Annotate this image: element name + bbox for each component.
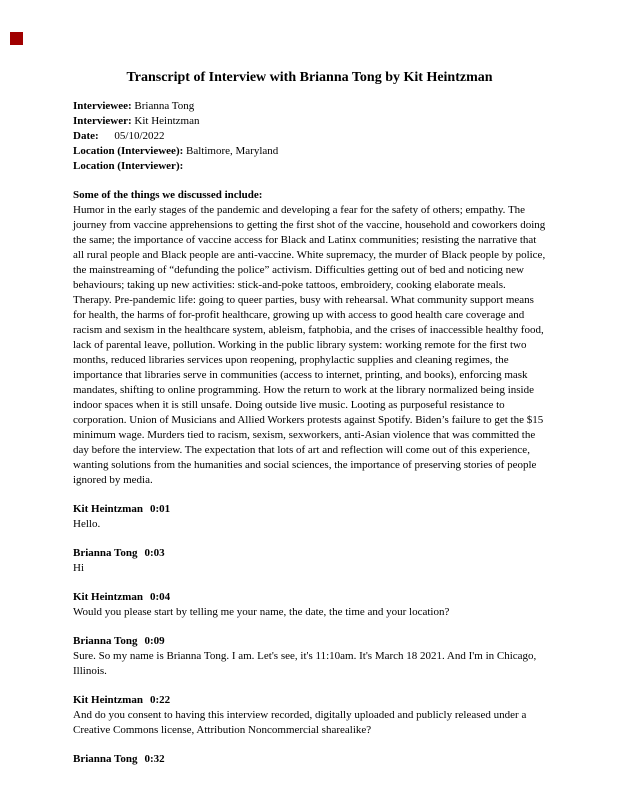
speaker-name: Brianna Tong	[73, 753, 138, 765]
timestamp: 0:22	[149, 694, 171, 706]
metadata-label: Interviewee:	[73, 100, 132, 112]
metadata-value: Kit Heintzman	[134, 115, 200, 127]
metadata-value: Brianna Tong	[134, 100, 195, 112]
speaker-name: Kit Heintzman	[73, 503, 143, 515]
metadata-value: 05/10/2022	[114, 130, 165, 142]
red-annotation-marker	[10, 32, 23, 45]
speaker-line	[73, 693, 546, 708]
speaker-name: Kit Heintzman	[73, 694, 143, 706]
metadata-row-location-interviewee	[73, 144, 546, 159]
timestamp: 0:01	[149, 503, 171, 515]
speaker-name: Brianna Tong	[73, 635, 138, 647]
dialogue-entry	[73, 693, 546, 738]
metadata-row-interviewee	[73, 99, 546, 114]
dialogue-entry	[73, 752, 546, 767]
metadata-row-interviewer	[73, 114, 546, 129]
metadata-label: Date:	[73, 130, 99, 142]
metadata-row-location-interviewer	[73, 159, 546, 174]
dialogue-text: Sure. So my name is Brianna Tong. I am. Let's see, it's 11:10am. It's March 18 2021. And I'm in Chicago, Illinois.	[73, 650, 537, 677]
summary-heading: Some of the things we discussed include:	[73, 189, 263, 201]
dialogue-text: Hello.	[73, 518, 101, 530]
speaker-name: Kit Heintzman	[73, 591, 143, 603]
metadata-label: Location (Interviewee):	[73, 145, 184, 157]
dialogue-entry	[73, 634, 546, 679]
timestamp: 0:32	[144, 753, 165, 765]
timestamp: 0:04	[149, 591, 171, 603]
dialogue-entry	[73, 502, 546, 532]
speaker-line	[73, 634, 546, 649]
metadata-block	[73, 99, 546, 174]
metadata-label: Interviewer:	[73, 115, 132, 127]
metadata-value: Baltimore, Maryland	[186, 145, 279, 157]
speaker-line	[73, 590, 546, 605]
dialogue-entry	[73, 546, 546, 576]
document-title: Transcript of Interview with Brianna Tong by Kit Heintzman	[126, 70, 493, 85]
timestamp: 0:09	[144, 635, 165, 647]
dialogue-entry	[73, 590, 546, 620]
dialogue-section	[73, 502, 546, 767]
speaker-line	[73, 502, 546, 517]
summary-body: Humor in the early stages of the pandemic and developing a fear for the safety of others; empathy. The journey from vaccine apprehensions to getting the first shot of the vaccine, household and coworkers doing the same; the importance of vaccine access for Black and Latinx communities; resisting the narrative that all rural people and Black people are anti-vaccine. White supremacy, the murder of Black people by police, the mainstreaming of “defunding the police” activism. Difficulties getting out of bed and noticing new behaviours; taking up new activities: stick-and-poke tattoos, embroidery, cooking elaborate meals. Therapy. Pre-pandemic life: going to queer parties, busy with rehearsal. What community support means for health, the harms of for-profit healthcare, growing up with access to good health care coverage and racism and sexism in the healthcare system, ableism, fatphobia, and the crises of inaccessible healthy food, lack of parental leave, pollution. Working in the public library system: working remote for the first two months, reduced libraries services upon reopening, prophylactic supplies and cleaning regimes, the importance that libraries serve in communities (access to internet, printing, and books), enforcing mask mandates, shifting to online programming. How the return to work at the library normalized being inside indoor spaces when it is still unsafe. Doing outside live music. Looting as purposeful resistance to corporation. Union of Musicians and Allied Workers protests against Spotify. Biden’s failure to get the $15 minimum wage. Murders tied to racism, sexism, sexworkers, anti-Asian violence that was committed the day before the interview. The expectation that lots of art and reflection will come out of this experience, wanting solutions from the humanities and social sciences, the importance of preserving stories of people ignored by media.	[73, 204, 546, 486]
speaker-line	[73, 546, 546, 561]
speaker-name: Brianna Tong	[73, 547, 138, 559]
metadata-label: Location (Interviewer):	[73, 160, 184, 172]
dialogue-text: Hi	[73, 562, 84, 574]
document-content	[73, 70, 546, 781]
dialogue-text: And do you consent to having this interview recorded, digitally uploaded and publicly released under a Creative Commons license, Attribution Noncommercial sharealike?	[73, 709, 527, 736]
metadata-row-date	[73, 129, 546, 144]
timestamp: 0:03	[144, 547, 165, 559]
dialogue-text: Would you please start by telling me your name, the date, the time and your location?	[73, 606, 450, 618]
speaker-line	[73, 752, 546, 767]
